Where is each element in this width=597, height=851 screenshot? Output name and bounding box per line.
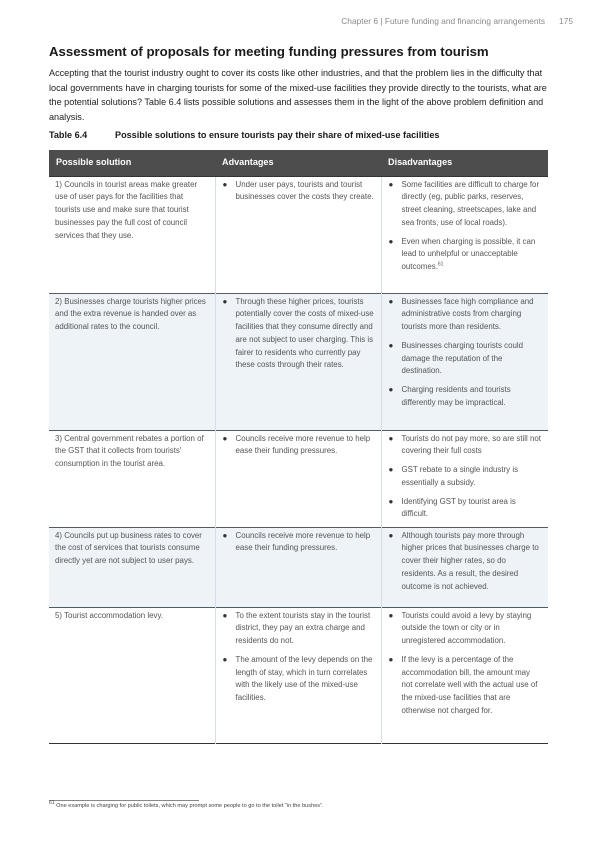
column-header-disadvantages: Disadvantages <box>381 150 548 176</box>
advantages-cell <box>215 430 381 527</box>
table-row <box>49 176 548 293</box>
disadvantages-cell <box>381 293 548 430</box>
disadvantage-item: ● GST rebate to a single industry is essentially a subsidy. <box>388 465 519 487</box>
advantage-item: ● Through these higher prices, tourists potentially cover the costs of mixed-use facilities that they consume directly and are not subject to user charging. This is fairer to residents who currently pay these costs through their rates. <box>222 296 374 370</box>
bullet-icon: ● <box>388 296 394 306</box>
table-caption-text: Possible solutions to ensure tourists pay their share of mixed-use facilities <box>115 130 440 140</box>
table-caption <box>49 130 549 140</box>
bullet-icon: ● <box>388 465 394 475</box>
table-number: Table 6.4 <box>49 130 88 140</box>
bullet-icon: ● <box>388 385 394 395</box>
bullet-icon: ● <box>388 654 394 664</box>
table-row <box>49 527 548 607</box>
chapter-title: Chapter 6 | Future funding and financing arrangements <box>341 16 546 26</box>
disadvantages-cell <box>381 607 548 743</box>
disadvantage-item: ● Businesses face high compliance and administrative costs from charging tourists more than residents. <box>388 296 534 332</box>
advantage-item: ● Councils receive more revenue to help ease their funding pressures. <box>222 433 371 456</box>
page-number: 175 <box>559 16 573 26</box>
disadvantage-item: ● If the levy is a percentage of the accommodation bill, the amount may not correlate well with the actual use of the mixed-use facilities that are otherwise not charged for. <box>388 654 538 716</box>
advantage-item: ● Under user pays, tourists and tourist businesses cover the costs they create. <box>222 179 374 202</box>
bullet-icon: ● <box>222 179 228 189</box>
advantages-cell <box>215 176 381 293</box>
advantages-cell <box>215 607 381 743</box>
bullet-icon: ● <box>388 610 394 620</box>
solution-cell: 2) Businesses charge tourists higher prices and the extra revenue is handed over as additional rates to the council. <box>49 293 215 430</box>
footnote-divider <box>49 800 199 801</box>
bullet-icon: ● <box>388 340 394 350</box>
advantages-cell <box>215 527 381 607</box>
advantage-item: ● The amount of the levy depends on the length of stay, which in turn correlates with the likely use of the mixed-use facilities. <box>222 654 373 703</box>
footnote <box>49 800 549 809</box>
column-header-solution: Possible solution <box>49 150 215 176</box>
disadvantage-item: ● Businesses charging tourists could damage the reputation of the destination. <box>388 340 523 376</box>
disadvantages-cell <box>381 430 548 527</box>
advantages-cell <box>215 293 381 430</box>
column-header-advantages: Advantages <box>215 150 381 176</box>
solution-cell: 1) Councils in tourist areas make greater use of user pays for the facilities that tourists use and make sure that tourist businesses pay the full cost of council services that they use. <box>49 176 215 293</box>
footnote-ref: 61 <box>437 261 444 268</box>
footnote-number: 61 <box>49 800 55 807</box>
bullet-icon: ● <box>222 610 228 620</box>
solution-cell: 5) Tourist accommodation levy. <box>49 607 215 743</box>
bullet-icon: ● <box>388 530 394 540</box>
footnote-text: One example is charging for public toilets, which may prompt some people to go to the toilet “in the bushes”. <box>56 803 324 809</box>
disadvantage-item: ● Although tourists pay more through higher prices that businesses charge to cover their higher rates, so do residents. As a result, the desired outcome is not achieved. <box>388 530 539 591</box>
bullet-icon: ● <box>222 654 228 664</box>
disadvantage-item: ● Some facilities are difficult to charge for directly (eg, public parks, reserves, street cleaning, streetscapes, lake and sea fronts, use of local roads). <box>388 179 540 227</box>
bullet-icon: ● <box>222 530 228 540</box>
table-row <box>49 293 548 430</box>
solutions-table <box>49 150 548 744</box>
bullet-icon: ● <box>388 179 394 189</box>
solution-cell: 3) Central government rebates a portion of the GST that it collects from tourists' consumption in the tourist area. <box>49 430 215 527</box>
bullet-icon: ● <box>222 433 228 443</box>
bullet-icon: ● <box>388 236 394 246</box>
disadvantage-item: ● Charging residents and tourists differently may be impractical. <box>388 385 511 408</box>
advantage-item: ● Councils receive more revenue to help ease their funding pressures. <box>222 530 371 553</box>
disadvantage-item: ● Tourists do not pay more, so are still not covering their full costs <box>388 433 541 456</box>
table-header-row <box>49 150 548 176</box>
disadvantage-item: ● Even when charging is possible, it can lead to unhelpful or unacceptable outcomes.$^{61}$ <box>388 236 536 272</box>
section-title: Assessment of proposals for meeting funding pressures from tourism <box>49 44 489 59</box>
table-row <box>49 430 548 527</box>
advantage-item: ● To the extent tourists stay in the tourist district, they pay an extra charge and residents do not. <box>222 610 371 646</box>
disadvantage-item: ● Tourists could avoid a levy by staying outside the town or city or in unregistered accommodation. <box>388 610 532 646</box>
solution-cell: 4) Councils put up business rates to cover the cost of services that tourists consume directly yet are not subject to user pays. <box>49 527 215 607</box>
running-header <box>341 16 573 26</box>
intro-paragraph: Accepting that the tourist industry ought to cover its costs like other industries, and that the problem lies in the difficulty that local governments have in charging tourists for some of the mixed-use facilities they provide directly to the tourists, what are the potential solutions? Table 6.4 lists possible solutions and assesses them in the light of the above problem definition and analysis. <box>49 68 547 122</box>
disadvantages-cell <box>381 527 548 607</box>
bullet-icon: ● <box>388 433 394 443</box>
disadvantages-cell <box>381 176 548 293</box>
bullet-icon: ● <box>388 496 394 506</box>
table-row <box>49 607 548 743</box>
bullet-icon: ● <box>222 296 228 306</box>
disadvantage-item: ● Identifying GST by tourist area is difficult. <box>388 496 516 519</box>
